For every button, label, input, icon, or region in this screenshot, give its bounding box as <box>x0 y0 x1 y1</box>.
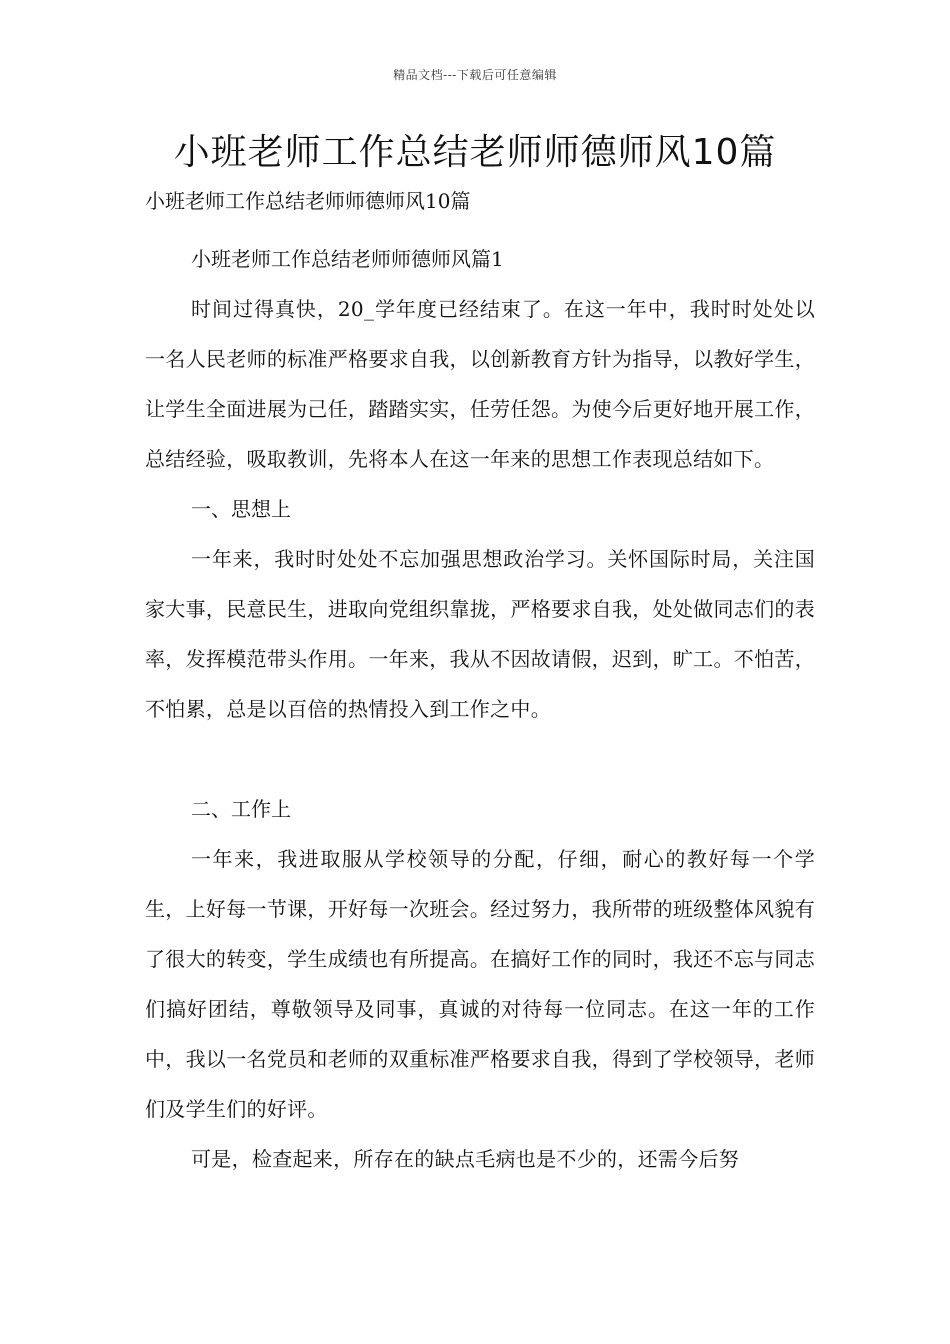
section-title: 小班老师工作总结老师师德师风篇1 <box>191 247 504 271</box>
document-title: 小班老师工作总结老师师德师风10篇 <box>173 132 777 173</box>
document-body <box>145 234 815 1184</box>
intro-paragraph: 时间过得真快，20_学年度已经结束了。在这一年中，我时时处处以一名人民老师的标准严格要求自我，以创新教育方针为指导，以教好学生，让学生全面进展为己任，踏踏实实，任劳任怨。为使今后更好地开展工作，总结经验，吸取教训，先将本人在这一年来的思想工作表现总结如下。 <box>145 297 815 471</box>
shortcomings-paragraph: 可是，检查起来，所存在的缺点毛病也是不少的，还需今后努 <box>191 1147 740 1171</box>
blank-line <box>145 734 815 784</box>
ideology-paragraph: 一年来，我时时处处不忘加强思想政治学习。关怀国际时局，关注国家大事，民意民生，进取向党组织靠拢，严格要求自我，处处做同志们的表率，发挥模范带头作用。一年来，我从不因故请假，迟到，旷工。不怕苦，不怕累，总是以百倍的热情投入到工作之中。 <box>145 547 815 721</box>
document-subtitle: 小班老师工作总结老师师德师风10篇 <box>145 189 471 213</box>
heading-ideology: 一、思想上 <box>191 497 291 521</box>
heading-work: 二、工作上 <box>191 797 291 821</box>
header-note: 精品文档---下载后可任意编辑 <box>393 68 557 82</box>
work-paragraph: 一年来，我进取服从学校领导的分配，仔细，耐心的教好每一个学生，上好每一节课，开好每一次班会。经过努力，我所带的班级整体风貌有了很大的转变，学生成绩也有所提高。在搞好工作的同时，我还不忘与同志们搞好团结，尊敬领导及同事，真诚的对待每一位同志。在这一年的工作中，我以一名党员和老师的双重标准严格要求自我，得到了学校领导，老师们及学生们的好评。 <box>145 847 815 1121</box>
